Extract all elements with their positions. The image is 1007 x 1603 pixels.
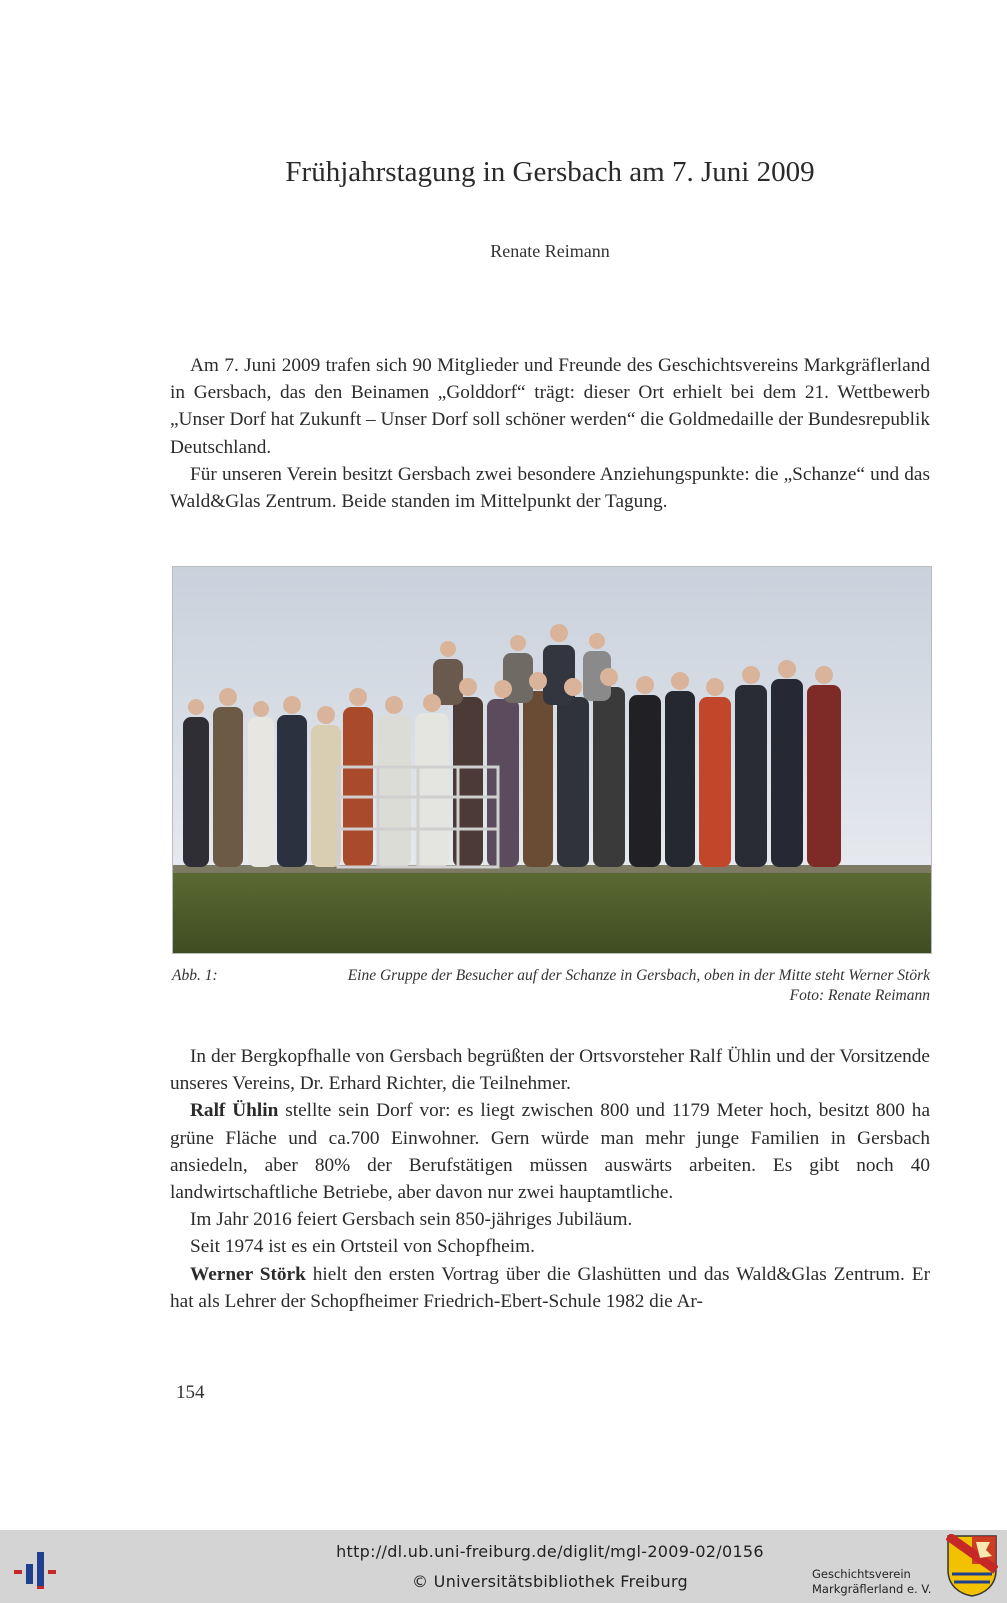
paragraph <box>170 1261 930 1315</box>
paragraph: Für unseren Verein besitzt Gersbach zwei besondere Anziehungspunkte: die „Schanze“ und das Wald&Glas Zentrum. Beide standen im Mittelpunkt der Tagung. <box>170 463 930 513</box>
paragraph-text: stellte sein Dorf vor: es liegt zwischen 800 und 1179 Meter hoch, besitzt 800 ha grüne Fläche und ca.700 Einwohner. Gern würde man mehr junge Familien in Gersbach ansiedeln, aber 80% der Berufstätigen müssen auswärts arbeiten. Es gibt noch 40 landwirtschaftliche Betriebe, aber davon nur zwei hauptamtliche. <box>170 1100 931 1204</box>
name-highlight: Ralf Ühlin <box>190 1100 279 1122</box>
body-text <box>170 1043 930 1315</box>
photo-credit: Foto: Renate Reimann <box>789 987 930 1004</box>
paragraph-text: hielt den ersten Vortrag über die Glashütten und das Wald&Glas Zentrum. Er hat als Lehrer der Schopfheimer Friedrich-Ebert-Schule 1982 die Ar- <box>170 1263 930 1312</box>
paragraph <box>170 1097 930 1206</box>
paragraph: In der Bergkopfhalle von Gersbach begrüßten der Ortsvorsteher Ralf Ühlin und der Vorsitzende unseres Vereins, Dr. Erhard Richter, die Teilnehmer. <box>170 1046 930 1095</box>
source-url[interactable]: http://dl.ub.uni-freiburg.de/diglit/mgl-2009-02/0156 <box>336 1542 764 1561</box>
article-author: Renate Reimann <box>490 241 610 261</box>
society-line: Markgräflerland e. V. <box>812 1582 932 1596</box>
name-highlight: Werner Störk <box>190 1263 306 1285</box>
intro-text <box>170 352 930 515</box>
page-number: 154 <box>176 1382 205 1403</box>
group-photo-illustration <box>173 567 931 953</box>
paragraph: Im Jahr 2016 feiert Gersbach sein 850-jähriges Jubiläum. <box>190 1209 633 1231</box>
article-title: Frühjahrstagung in Gersbach am 7. Juni 2009 <box>285 156 815 188</box>
figure-label: Abb. 1: <box>172 967 218 984</box>
group-photo <box>172 566 932 954</box>
society-line: Geschichtsverein <box>812 1567 911 1581</box>
society-name <box>812 1567 931 1597</box>
paragraph: Seit 1974 ist es ein Ortsteil von Schopfheim. <box>190 1236 535 1258</box>
coat-of-arms-icon <box>946 1534 998 1598</box>
copyright-notice: © Universitätsbibliothek Freiburg <box>412 1572 688 1591</box>
figure-caption <box>172 966 930 1006</box>
paragraph: Am 7. Juni 2009 trafen sich 90 Mitglieder und Freunde des Geschichtsvereins Markgräflerland in Gersbach, das den Beinamen „Golddorf“ trägt: dieser Ort erhielt bei dem 21. Wettbewerb „Unser Dorf hat Zukunft – Unser Dorf soll schöner werden“ die Goldmedaille der Bundesrepublik Deutschland. <box>170 355 930 458</box>
digitization-footer <box>0 1530 1007 1603</box>
figure-caption-text: Eine Gruppe der Besucher auf der Schanze in Gersbach, oben in der Mitte steht Werner Störk <box>347 967 930 984</box>
